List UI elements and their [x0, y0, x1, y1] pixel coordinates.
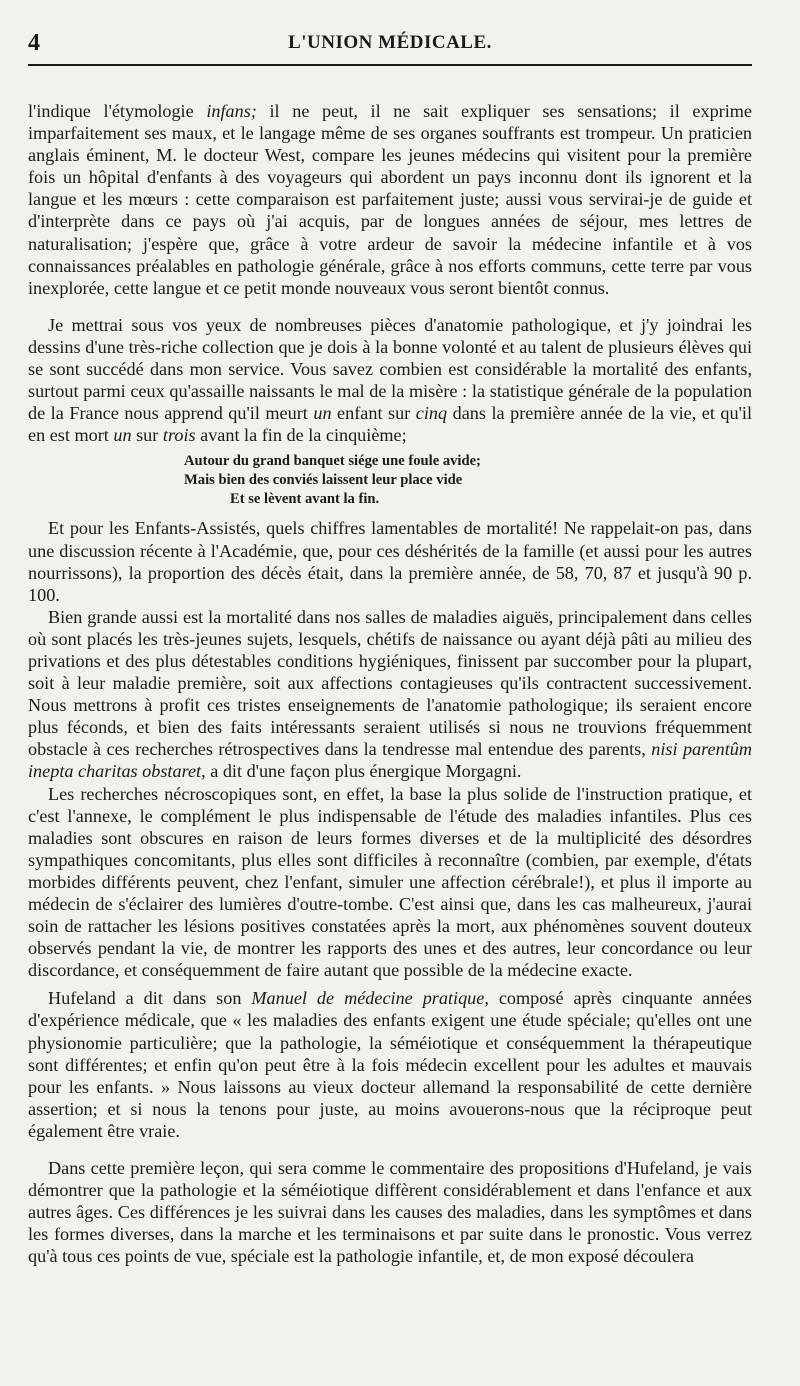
paragraph-enfants-assistes: Et pour les Enfants-Assistés, quels chiffres lamentables de mortalité! Ne rappelait-on pas, dans une discussion récente à l'Académie, que, pour ces déshérités de la famille (et aussi pour les autres nourrissons), la proportion des décès était, dans la première année, de 58, 70, 87 et jusqu'à 90 p. 100. — [28, 518, 752, 605]
verse-line: Autour du grand banquet siége une foule avide; — [184, 453, 481, 470]
paragraph-mortalite — [28, 606, 752, 783]
article-body — [28, 100, 752, 1268]
book-title: Manuel de médecine pratique — [251, 988, 485, 1009]
text-run: , a dit d'une façon plus énergique Morgagni. — [201, 761, 522, 782]
paragraph-hufeland — [28, 987, 752, 1142]
latin-quotation: nisi parentûm inepta charitas obstaret — [28, 739, 752, 782]
verse-quotation — [184, 452, 752, 509]
italic-term: infans; — [206, 101, 257, 121]
paragraph-etymology — [28, 100, 752, 299]
text-run: avant la fin de la cinquième; — [195, 425, 407, 446]
text-run: l'indique l'étymologie — [28, 101, 207, 121]
text-run: dans la première année de la vie, et qu'il en est mort — [28, 403, 753, 446]
italic-term: cinq — [415, 403, 448, 424]
text-run: Je mettrai sous vos yeux de nombreuses pièces d'anatomie pathologique, et j'y joindrai les dessins d'une très-riche collection que je dois à la bonne volonté et au talent de plusieurs élèves qui se sont succédé dans mon service. Vous savez combien est considérable la mortalité des enfants, surtout parmi ceux qu'assaille naissants le mal de la misère : la statistique générale de la population de la France nous apprend qu'il meurt — [28, 314, 752, 424]
text-run: sur — [131, 425, 163, 446]
text-run: enfant sur — [331, 403, 416, 424]
paragraph-premiere-lecon: Dans cette première leçon, qui sera comme le commentaire des propositions d'Hufeland, je vais démontrer que la pathologie et la séméiotique diffèrent considérablement et dans l'enfance et aux autres âges. Ces différences je les suivrai dans les causes des maladies, dans les symptômes et dans les formes diverses, dans la marche et les terminaisons et par suite dans le pronostic. Vous verrez qu'à tous ces points de vue, spéciale est la pathologie infantile, et, de mon exposé découlera — [28, 1158, 752, 1267]
paragraph-anatomy — [28, 314, 752, 447]
page-number: 4 — [28, 30, 40, 56]
text-run: Bien grande aussi est la mortalité dans nos salles de maladies aiguës, principalement dans celles où sont placés les très-jeunes sujets, lesquels, chétifs de naissance ou ayant déjà pâti au milieu des privations et des plus détestables conditions hygiéniques, finissent par succomber pour la plupart, soit à leur maladie première, soit aux affections contagieuses qu'ils contractent successivement. Nous mettrons à profit ces tristes enseignements de l'anatomie pathologique; ils seraient encore plus féconds, et bien des faits intéressants seraient utilisés si nous ne trouvions fréquemment obstacle à ces recherches rétrospectives dans la tendresse mal entendue des parents, — [28, 606, 752, 760]
text-run: Hufeland a dit dans son — [48, 988, 252, 1009]
paragraph-recherches: Les recherches nécroscopiques sont, en effet, la base la plus solide de l'instruction pratique, et c'est l'annexe, le complément le plus indispensable de l'étude des maladies infantiles. Plus ces maladies sont obscures en raison de leurs formes diverses et de la multiplicité des désordres sympathiques concomitants, plus elles sont difficiles à reconnaître (combien, par exemple, d'états morbides différents peuvent, chez l'enfant, simuler une affection cérébrale!), et plus il importe au médecin de s'éclairer des lumières d'outre-tombe. C'est ainsi que, dans les cas malheureux, j'aurai soin de rattacher les lésions positives constatées après la mort, aux phénomènes souvent douteux observés pendant la vie, de montrer les rapports des unes et des autres, leur concordance ou leur discordance, et conséquemment de faire autant que possible de la médecine exacte. — [28, 783, 752, 981]
running-title: L'UNION MÉDICALE. — [288, 32, 492, 53]
text-run: , composé après cinquante années d'expérience médicale, que « les maladies des enfants exigent une étude spéciale; qu'elles ont une physionomie particulière; que la pathologie, la séméiotique et conséquemment la thérapeutique sont différentes; et enfin qu'on peut être à la fois médecin excellent pour les adultes et mauvais pour les enfants. » Nous laissons au vieux docteur allemand la responsabilité de cette dernière assertion; et si nous la tenons pour juste, au moins avouerons-nous que la réciproque peut également être vraie. — [28, 988, 752, 1141]
italic-term: un — [313, 403, 332, 424]
italic-term: trois — [162, 425, 196, 446]
page-header — [28, 24, 752, 66]
text-run: il ne peut, il ne sait expliquer ses sensations; il exprime imparfaitement ses maux, et le langage même de ses organes souffrants est trompeur. Un praticien anglais éminent, M. le docteur West, compare les jeunes médecins qui visitent pour la première fois un hôpital d'enfants à des voyageurs qui abordent un pays inconnu dont ils ignorent et la langue et les mœurs : cette comparaison est parfaitement juste; aussi vous servirai-je de guide et d'interprète dans ce pays où j'ai acquis, par de longues années de séjour, mes lettres de naturalisation; j'espère que, grâce à votre ardeur de savoir la médecine infantile et à vos connaissances préalables en pathologie générale, grâce à nos efforts communs, cette terre par vous inexplorée, cette langue et ce petit monde nouveaux vous seront bientôt connus. — [28, 101, 752, 298]
italic-term: un — [113, 425, 132, 446]
verse-line: Mais bien des conviés laissent leur place vide — [184, 472, 463, 489]
verse-line: Et se lèvent avant la fin. — [230, 491, 380, 508]
